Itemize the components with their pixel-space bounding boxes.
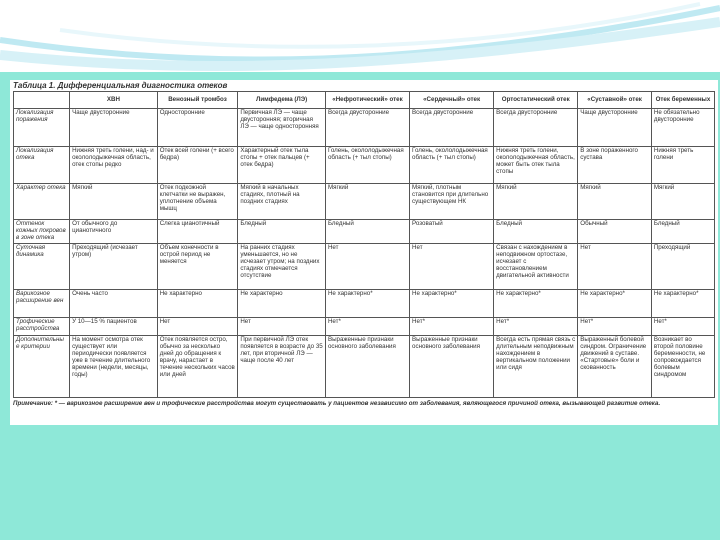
row-header: Варикозное расширение вен <box>14 290 70 318</box>
table-row <box>14 244 715 290</box>
table-cell: Всегда двусторонние <box>494 109 578 147</box>
table-cell: Бледный <box>651 220 714 244</box>
column-header: «Сердечный» отек <box>410 92 494 109</box>
table-cell: Нет* <box>578 318 652 336</box>
table-cell: Характерный отек тыла стопы + отек пальцев (+ отек бедра) <box>238 147 326 184</box>
table-cell: Нет* <box>410 318 494 336</box>
table-cell: Обычный <box>578 220 652 244</box>
table-row <box>14 220 715 244</box>
table-cell: От обычного до цианотичного <box>70 220 158 244</box>
table-cell: На момент осмотра отек существует или периодически появляется уже в течение длительного времени (недели, месяцы, годы) <box>70 336 158 398</box>
table-document <box>10 80 718 425</box>
table-cell: Бледный <box>494 220 578 244</box>
table-cell: Отек подкожной клетчатки не выражен, уплотнение объема мышц <box>157 184 238 220</box>
row-header: Локализация поражения <box>14 109 70 147</box>
row-header: Дополнительные критерии <box>14 336 70 398</box>
table-cell: Мягкий, плотным становится при длительно существующем НК <box>410 184 494 220</box>
table-row <box>14 109 715 147</box>
table-cell: Всегда двусторонние <box>325 109 409 147</box>
table-cell: Не характерно* <box>578 290 652 318</box>
table-caption: Таблица 1. Дифференциальная диагностика отеков <box>13 81 228 90</box>
row-header: Трофические расстройства <box>14 318 70 336</box>
table-cell: Выраженные признаки основного заболевания <box>325 336 409 398</box>
table-cell: Нет* <box>651 318 714 336</box>
table-cell: Нет <box>325 244 409 290</box>
column-header: Отек беременных <box>651 92 714 109</box>
table-cell: У 10—15 % пациентов <box>70 318 158 336</box>
table-cell: Связан с нахождением в неподвижном ортостазе, исчезает с восстановлением двигательной активности <box>494 244 578 290</box>
table-row <box>14 290 715 318</box>
table-row <box>14 147 715 184</box>
table-cell: Нет <box>157 318 238 336</box>
table-cell: Нет <box>238 318 326 336</box>
table-cell: Всегда есть прямая связь с длительным неподвижным нахождением в вертикальном положении или сидя <box>494 336 578 398</box>
row-header: Суточная динамика <box>14 244 70 290</box>
table-cell: Отек всей голени (+ всего бедра) <box>157 147 238 184</box>
column-header <box>14 92 70 109</box>
table-cell: Объем конечности в острой период не меняется <box>157 244 238 290</box>
table-cell: Не характерно* <box>325 290 409 318</box>
decorative-swoosh <box>0 0 720 80</box>
table-cell: Мягкий в начальных стадиях, плотный на поздних стадиях <box>238 184 326 220</box>
column-header: Венозный тромбоз <box>157 92 238 109</box>
table-cell: Очень часто <box>70 290 158 318</box>
table-cell: Не обязательно двусторонние <box>651 109 714 147</box>
table-cell: Чаще двусторонние <box>70 109 158 147</box>
table-cell: Односторонние <box>157 109 238 147</box>
column-header: «Суставной» отек <box>578 92 652 109</box>
table-cell: Выраженный болевой синдром. Ограничение движений в суставе. «Стартовые» боли и скованность <box>578 336 652 398</box>
table-cell: Преходящий <box>651 244 714 290</box>
table-cell: Мягкий <box>494 184 578 220</box>
table-cell: Бледный <box>325 220 409 244</box>
table-cell: Не характерно <box>157 290 238 318</box>
table-cell: При первичной ЛЭ отек появляется в возрасте до 35 лет, при вторичной ЛЭ — чаще после 40 лет <box>238 336 326 398</box>
table-cell: В зоне пораженного сустава <box>578 147 652 184</box>
column-header: «Нефротический» отек <box>325 92 409 109</box>
table-row <box>14 318 715 336</box>
table-cell: Всегда двусторонние <box>410 109 494 147</box>
column-header: Ортостатический отек <box>494 92 578 109</box>
table-cell: Нет* <box>494 318 578 336</box>
table-cell: Выраженные признаки основного заболевания <box>410 336 494 398</box>
table-footnote: Примечание: * — варикозное расширение вен и трофические расстройства могут существовать у пациентов независимо от заболевания, являющегося причиной отека, вызывающей развитие отека. <box>13 400 661 407</box>
table-cell: Чаще двусторонние <box>578 109 652 147</box>
table-cell: Не характерно* <box>410 290 494 318</box>
table-cell: Бледный <box>238 220 326 244</box>
table-cell: Отек появляется остро, обычно за несколько дней до обращения к врачу, нарастает в течение нескольких часов или дней <box>157 336 238 398</box>
table-cell: Возникает во второй половине беременности, не сопровождается болевым синдромом <box>651 336 714 398</box>
column-header: ХВН <box>70 92 158 109</box>
table-cell: Нижняя треть голени <box>651 147 714 184</box>
column-header: Лимфедема (ЛЭ) <box>238 92 326 109</box>
row-header: Оттенок кожных покровов в зоне отека <box>14 220 70 244</box>
table-cell: Мягкий <box>325 184 409 220</box>
table-cell: Первичная ЛЭ — чаще двусторонняя; вторичная ЛЭ — чаще односторонняя <box>238 109 326 147</box>
table-cell: На ранних стадиях уменьшается, но не исчезает утром; на поздних стадиях отмечается отсутствие <box>238 244 326 290</box>
table-cell: Не характерно* <box>494 290 578 318</box>
table-cell: Розоватый <box>410 220 494 244</box>
table-cell: Слегка цианотичный <box>157 220 238 244</box>
table-cell: Голень, окололодыжечная область (+ тыл стопы) <box>410 147 494 184</box>
table-cell: Мягкий <box>578 184 652 220</box>
table-cell: Мягкий <box>651 184 714 220</box>
table-cell: Нет* <box>325 318 409 336</box>
table-cell: Нет <box>578 244 652 290</box>
table-cell: Не характерно* <box>651 290 714 318</box>
row-header: Характер отека <box>14 184 70 220</box>
row-header: Локализация отека <box>14 147 70 184</box>
table-cell: Голень, окололодыжечная область (+ тыл стопы) <box>325 147 409 184</box>
table-cell: Не характерно <box>238 290 326 318</box>
table-cell: Нет <box>410 244 494 290</box>
diagnosis-table <box>13 91 715 398</box>
table-cell: Нижняя треть голени, над- и окололодыжечная область, отек стопы редко <box>70 147 158 184</box>
table-row <box>14 336 715 398</box>
table-cell: Мягкий <box>70 184 158 220</box>
table-cell: Нижняя треть голени, окололодыжечная область, может быть отек тыла стопы <box>494 147 578 184</box>
table-cell: Преходящий (исчезает утром) <box>70 244 158 290</box>
table-row <box>14 184 715 220</box>
table-header-row <box>14 92 715 109</box>
